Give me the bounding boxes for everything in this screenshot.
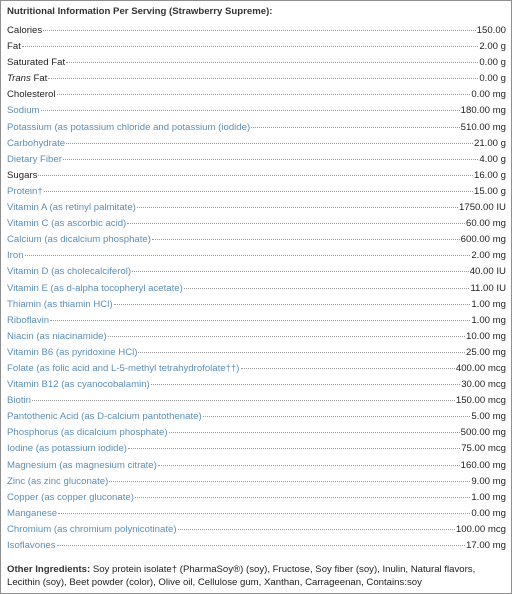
nutrient-link[interactable]: Manganese <box>7 507 58 519</box>
nutrient-row <box>7 23 506 39</box>
nutrient-row <box>7 55 506 71</box>
nutrient-link[interactable]: Carbohydrate <box>7 137 66 149</box>
nutrient-link[interactable]: Thiamin (as thiamin HCl) <box>7 298 113 310</box>
dotted-leader <box>57 545 465 546</box>
nutrient-value: 25.00 mg <box>465 346 506 358</box>
nutrient-row <box>7 393 506 409</box>
dotted-leader <box>138 352 465 353</box>
dotted-leader <box>127 223 465 224</box>
nutrient-value: 16.00 g <box>473 169 506 181</box>
nutrient-row <box>7 409 506 425</box>
nutrient-value: 500.00 mg <box>460 427 506 439</box>
nutrient-label: Sugars <box>7 169 38 181</box>
dotted-leader <box>38 175 473 176</box>
nutrient-value: 17.00 mg <box>465 540 506 551</box>
nutrient-row <box>7 152 506 168</box>
nutrient-link[interactable]: Potassium (as potassium chloride and potassium (iodide) <box>7 121 251 133</box>
nutrient-value: 100.00 mcg <box>455 523 506 535</box>
nutrient-link[interactable]: Phosphorus (as dicalcium phosphate) <box>7 427 168 439</box>
nutrient-value: 40.00 IU <box>469 266 506 278</box>
nutrient-value: 160.00 mg <box>460 459 506 471</box>
nutrient-row <box>7 216 506 232</box>
nutrient-label-suffix: Fat <box>30 73 48 85</box>
nutrient-link[interactable]: Sodium <box>7 105 40 117</box>
nutrient-link[interactable]: Isoflavones <box>7 540 56 551</box>
nutrient-row <box>7 136 506 152</box>
nutrient-value: 1750.00 IU <box>459 202 506 214</box>
nutrient-row <box>7 329 506 345</box>
nutrient-link[interactable]: Iron <box>7 250 24 262</box>
nutrient-value: 75.00 mcg <box>461 443 506 455</box>
dotted-leader <box>57 94 471 95</box>
nutrient-link[interactable]: Copper (as copper gluconate) <box>7 491 134 503</box>
nutrient-row <box>7 200 506 216</box>
dotted-leader <box>132 271 469 272</box>
dotted-leader <box>203 416 471 417</box>
nutrient-value: 10.00 mg <box>465 330 506 342</box>
nutrient-value: 400.00 mcg <box>455 362 506 374</box>
nutrient-row <box>7 232 506 248</box>
nutrient-value: 9.00 mg <box>471 475 506 487</box>
nutrient-value: 5.00 mg <box>471 411 506 423</box>
dotted-leader <box>66 143 473 144</box>
nutrient-value: 0.00 mg <box>471 89 506 101</box>
dotted-leader <box>63 159 478 160</box>
nutrient-row <box>7 184 506 200</box>
nutrient-row <box>7 264 506 280</box>
nutrient-row <box>7 441 506 457</box>
nutrient-label-italic: Trans <box>7 73 31 85</box>
nutrient-value: 60.00 mg <box>465 218 506 230</box>
other-ingredients <box>7 564 503 589</box>
nutrient-row <box>7 506 506 522</box>
nutrient-value: 11.00 IU <box>470 282 506 294</box>
nutrient-value: 15.00 g <box>473 185 506 197</box>
nutrient-link[interactable]: Vitamin C (as ascorbic acid) <box>7 218 127 230</box>
nutrient-row <box>7 39 506 55</box>
nutrient-row <box>7 425 506 441</box>
nutrient-row <box>7 361 506 377</box>
dotted-leader <box>25 255 471 256</box>
dotted-leader <box>169 432 460 433</box>
nutrient-value: 4.00 g <box>479 153 506 165</box>
nutrient-link[interactable]: Pantothenic Acid (as D-calcium pantothenate) <box>7 411 202 423</box>
nutrient-value: 1.00 mg <box>471 314 506 326</box>
nutrient-link[interactable]: Iodine (as potassium iodide) <box>7 443 127 455</box>
nutrient-value: 2.00 mg <box>471 250 506 262</box>
nutrient-label: Fat <box>7 41 21 53</box>
nutrient-link[interactable]: Folate (as folic acid and L-5-methyl tetrahydrofolate††) <box>7 362 240 374</box>
nutrient-label: Saturated Fat <box>7 57 66 69</box>
nutrient-row <box>7 120 506 136</box>
nutrient-link[interactable]: Vitamin B6 (as pyridoxine HCl) <box>7 346 138 358</box>
nutrient-link[interactable]: Vitamin A (as retinyl palmitate) <box>7 202 136 214</box>
nutrient-label: Cholesterol <box>7 89 56 101</box>
nutrient-value: 0.00 g <box>479 57 506 69</box>
dotted-leader <box>152 239 460 240</box>
nutrient-link[interactable]: Calcium (as dicalcium phosphate) <box>7 234 151 246</box>
other-ingredients-text: Soy protein isolate† (PharmaSoy®) (soy), Fructose, Soy fiber (soy), Inulin, Natural flavors, Lecithin (soy), Beet powder (color), Olive oil, Cellulose gum, Xanthan, Carrageenan, Contains:soy <box>7 564 476 588</box>
nutrient-value: 0.00 g <box>479 73 506 85</box>
dotted-leader <box>58 513 470 514</box>
dotted-leader <box>22 46 478 47</box>
dotted-leader <box>251 127 460 128</box>
nutrient-link[interactable]: Vitamin B12 (as cyanocobalamin) <box>7 379 150 391</box>
nutrient-link[interactable]: Protein† <box>7 185 43 197</box>
nutrient-row <box>7 248 506 264</box>
dotted-leader <box>241 368 455 369</box>
dotted-leader <box>114 304 471 305</box>
nutrient-link[interactable]: Vitamin E (as d-alpha tocopheryl acetate) <box>7 282 183 294</box>
dotted-leader <box>32 400 455 401</box>
nutrient-link[interactable]: Biotin <box>7 395 31 407</box>
dotted-leader <box>44 191 473 192</box>
dotted-leader <box>50 320 470 321</box>
nutrient-value: 180.00 mg <box>460 105 506 117</box>
nutrient-value: 510.00 mg <box>460 121 506 133</box>
nutrient-row <box>7 345 506 361</box>
nutrient-value: 2.00 g <box>479 41 506 53</box>
nutrient-row <box>7 281 506 297</box>
dotted-leader <box>151 384 460 385</box>
nutrient-link[interactable]: Chromium (as chromium polynicotinate) <box>7 523 177 535</box>
nutrient-label: Calories <box>7 25 43 36</box>
dotted-leader <box>137 207 458 208</box>
dotted-leader <box>41 110 460 111</box>
nutrient-row <box>7 474 506 490</box>
nutrient-link[interactable]: Niacin (as niacinamide) <box>7 330 107 342</box>
nutrient-value: 150.00 <box>476 25 506 36</box>
nutrient-value: 1.00 mg <box>471 298 506 310</box>
dotted-leader <box>66 62 478 63</box>
nutrient-link[interactable]: Vitamin D (as cholecalciferol) <box>7 266 132 278</box>
dotted-leader <box>48 78 478 79</box>
nutrient-row <box>7 490 506 506</box>
nutrient-link[interactable]: Magnesium (as magnesium citrate) <box>7 459 157 471</box>
nutrient-row <box>7 297 506 313</box>
nutrient-row <box>7 538 506 554</box>
nutrient-value: 600.00 mg <box>460 234 506 246</box>
nutrient-value: 21.00 g <box>473 137 506 149</box>
dotted-leader <box>135 497 470 498</box>
nutrient-row <box>7 87 506 103</box>
nutrient-row <box>7 313 506 329</box>
dotted-leader <box>178 529 455 530</box>
nutrient-link[interactable]: Zinc (as zinc gluconate) <box>7 475 109 487</box>
nutrient-row <box>7 71 506 87</box>
nutrient-value: 0.00 mg <box>471 507 506 519</box>
nutrient-link[interactable]: Riboflavin <box>7 314 50 326</box>
nutrition-heading: Nutritional Information Per Serving (Strawberry Supreme): <box>7 6 273 17</box>
nutrient-link[interactable]: Dietary Fiber <box>7 153 62 165</box>
nutrient-value: 30.00 mcg <box>461 379 506 391</box>
nutrient-row <box>7 103 506 119</box>
dotted-leader <box>108 336 465 337</box>
nutrient-row <box>7 168 506 184</box>
nutrient-list <box>7 23 506 554</box>
other-ingredients-label: Other Ingredients: <box>7 564 91 575</box>
dotted-leader <box>109 481 470 482</box>
dotted-leader <box>43 30 475 31</box>
nutrient-row <box>7 458 506 474</box>
dotted-leader <box>184 288 470 289</box>
dotted-leader <box>128 448 460 449</box>
nutrient-row <box>7 377 506 393</box>
nutrient-value: 1.00 mg <box>471 491 506 503</box>
dotted-leader <box>158 465 460 466</box>
nutrient-label <box>7 71 47 87</box>
nutrient-row <box>7 522 506 538</box>
nutrient-value: 150.00 mcg <box>455 395 506 407</box>
